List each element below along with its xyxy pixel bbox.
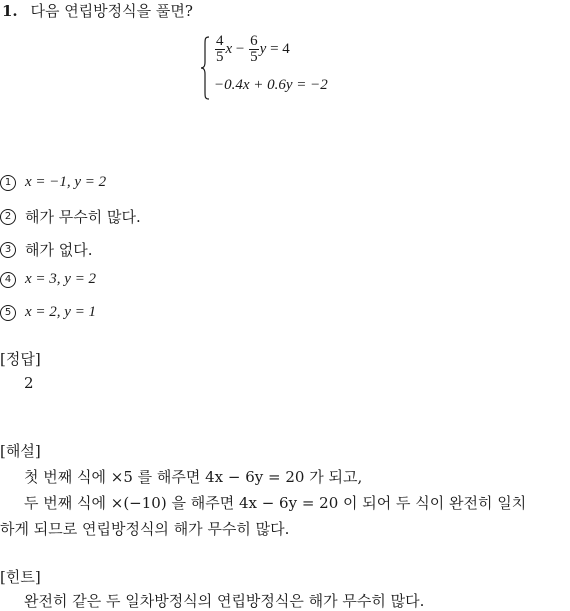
explanation-line-3: 하게 되므로 연립방정식의 해가 무수히 많다. [0,520,290,538]
equation-1 [214,34,290,65]
choice-5-text: x = 2, y = 1 [25,304,97,320]
choice-4-text: x = 3, y = 2 [25,271,97,287]
hint-text: 완전히 같은 두 일차방정식의 연립방정식은 해가 무수히 많다. [24,592,425,610]
choice-3-mark: 3 [0,242,16,258]
fraction-1-numerator: 4 [216,33,224,49]
minus-operator: − [232,41,249,57]
fraction-1 [215,34,225,65]
choice-2-mark: 2 [0,209,16,225]
question-number: 1. [2,2,18,20]
variable-x: x [225,41,233,57]
question-text: 다음 연립방정식을 풀면? [30,2,193,20]
choice-4[interactable] [0,271,96,288]
choice-1-text: x = −1, y = 2 [25,174,107,190]
explanation-line-2: 두 번째 식에 ×(−10) 을 해주면 4x − 6y = 20 이 되어 두 식이 완전히 일치 [24,494,527,512]
choice-4-mark: 4 [0,272,16,288]
choice-2[interactable] [0,206,141,227]
explanation-label: [해설] [0,442,41,460]
choice-5-mark: 5 [0,305,16,321]
question-header [2,0,193,21]
explanation-line-1: 첫 번째 식에 ×5 를 해주면 4x − 6y = 20 가 되고, [24,468,363,486]
choice-3-text: 해가 없다. [25,241,93,259]
choice-1[interactable] [0,174,106,191]
choice-2-text: 해가 무수히 많다. [25,208,141,226]
choice-3[interactable] [0,239,93,260]
fraction-2 [249,34,259,65]
choice-1-mark: 1 [0,175,16,191]
fraction-2-numerator: 6 [250,33,258,49]
fraction-2-denominator: 5 [250,49,258,65]
equation-system [200,34,370,104]
answer-label: [정답] [0,350,41,368]
fraction-1-denominator: 5 [216,49,224,65]
choice-5[interactable] [0,304,96,321]
equation-1-rhs: = 4 [266,41,290,57]
equation-2: −0.4x + 0.6y = −2 [214,77,328,93]
answer-value: 2 [24,374,34,392]
hint-label: [힌트] [0,568,41,586]
variable-y: y [259,41,267,57]
left-brace-icon [200,36,210,100]
